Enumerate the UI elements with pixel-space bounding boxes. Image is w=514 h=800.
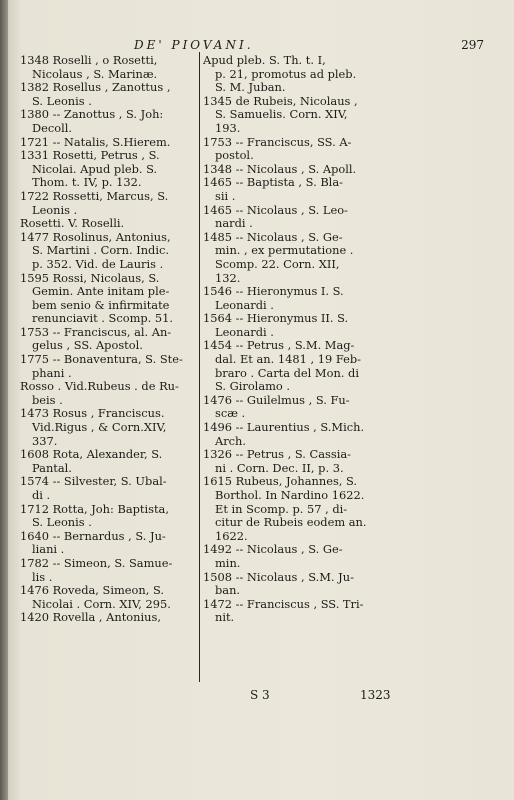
register-entry [203, 394, 388, 421]
entry-line: min. , ex permutatione . [215, 243, 354, 258]
entry-line: 1775 -- Bonaventura, S. Ste- [20, 352, 183, 367]
entry-line: ban. [215, 583, 241, 598]
entry-line: Decoll. [32, 120, 73, 135]
register-entry [20, 475, 195, 502]
register-entry [20, 530, 195, 557]
entry-line: beis . [32, 392, 63, 407]
register-entry [20, 136, 195, 150]
register-entry [203, 54, 388, 95]
entry-line: 132. [215, 270, 241, 285]
page-footer [20, 688, 502, 704]
register-entry [203, 448, 388, 475]
entry-line: di . [32, 488, 51, 502]
entry-line: gelus , SS. Apostol. [32, 338, 143, 353]
entry-line: 1615 Rubeus, Johannes, S. [203, 474, 358, 489]
entry-line: Arch. [215, 433, 247, 448]
entry-line: 1722 Rossetti, Marcus, S. [20, 188, 169, 203]
catchword: 1323 [360, 688, 391, 702]
entry-line: 1608 Rota, Alexander, S. [20, 447, 163, 462]
entry-line: bem senio & infirmitate [32, 297, 170, 312]
entry-line: 1753 -- Franciscus, SS. A- [203, 134, 352, 149]
column-divider [199, 52, 200, 682]
entry-line: S. Leonis . [32, 515, 92, 530]
entry-line: 1473 Rosus , Franciscus. [20, 406, 165, 421]
entry-line: liani . [32, 542, 65, 557]
entry-line: 1477 Rosolinus, Antonius, [20, 229, 171, 244]
entry-line: Gemin. Ante initam ple- [32, 284, 170, 299]
book-spine-shadow [0, 0, 8, 800]
entry-line: 1782 -- Simeon, S. Samue- [20, 555, 173, 570]
entry-line: Rosso . Vid.Rubeus . de Ru- [20, 379, 179, 394]
entry-line: Borthol. In Nardino 1622. [215, 488, 365, 502]
register-entry [203, 543, 388, 570]
entry-line: citur de Rubeis eodem an. [215, 515, 367, 530]
register-entry [20, 380, 195, 407]
entry-line: 1326 -- Petrus , S. Cassia- [203, 447, 352, 462]
entry-line: S. Samuelis. Corn. XIV, [215, 107, 348, 122]
register-entry [203, 231, 388, 285]
entry-line: braro . Carta del Mon. di [215, 365, 359, 380]
register-entry [203, 312, 388, 339]
register-entry [20, 448, 195, 475]
entry-line: Leonardi . [215, 297, 274, 312]
entry-line: S. Girolamo . [215, 379, 291, 394]
entry-line: postol. [215, 148, 254, 163]
register-entry [203, 339, 388, 393]
entry-line: 1345 de Rubeis, Nicolaus , [203, 93, 358, 108]
entry-line: min. [215, 555, 241, 570]
entry-line: Nicolaus , S. Marinæ. [32, 66, 158, 81]
entry-line: Leonis . [32, 202, 78, 217]
entry-line: lis . [32, 569, 53, 584]
entry-line: Nicolai . Corn. XIV, 295. [32, 596, 171, 611]
entry-line: nardi . [215, 216, 253, 231]
left-column [20, 54, 195, 625]
entry-line: S. M. Juban. [215, 80, 286, 95]
entry-line: phani . [32, 365, 72, 380]
register-entry [20, 353, 195, 380]
entry-line: Et in Scomp. p. 57 , di- [215, 501, 348, 516]
register-entry [203, 598, 388, 625]
entry-line: 1574 -- Silvester, S. Ubal- [20, 474, 167, 489]
entry-line: nit. [215, 610, 235, 625]
register-entry [20, 611, 195, 625]
entry-line: scæ . [215, 406, 246, 421]
register-entry [20, 407, 195, 448]
register-entry [20, 272, 195, 326]
entry-line: 1465 -- Baptista , S. Bla- [203, 175, 343, 190]
register-entry [203, 421, 388, 448]
entry-line: Apud pleb. S. Th. t. I, [203, 53, 326, 67]
register-entry [20, 54, 195, 81]
running-title: DE' PIOVANI. [134, 38, 254, 52]
register-entry [203, 571, 388, 598]
entry-line: 1331 Rosetti, Petrus , S. [20, 148, 160, 163]
register-entry [20, 108, 195, 135]
entry-line: Scomp. 22. Corn. XII, [215, 256, 340, 271]
running-header [24, 38, 502, 54]
entry-line: 1382 Rosellus , Zanottus , [20, 80, 171, 95]
register-entry [20, 503, 195, 530]
entry-line: 1380 -- Zanottus , S. Joh: [20, 107, 164, 122]
entry-line: Vid.Rigus , & Corn.XIV, [32, 420, 167, 435]
page-number: 297 [461, 38, 484, 52]
register-entry [20, 81, 195, 108]
register-entry [20, 217, 195, 231]
entry-line: 1496 -- Laurentius , S.Mich. [203, 420, 365, 435]
entry-line: 1721 -- Natalis, S.Hierem. [20, 134, 171, 149]
entry-line: 1454 -- Petrus , S.M. Mag- [203, 338, 355, 353]
register-entry [20, 149, 195, 190]
entry-line: ni . Corn. Dec. II, p. 3. [215, 460, 344, 475]
entry-line: 1640 -- Bernardus , S. Ju- [20, 528, 166, 543]
entry-line: Thom. t. IV, p. 132. [32, 175, 142, 190]
right-column [203, 54, 388, 625]
entry-line: 1348 -- Nicolaus , S. Apoll. [203, 161, 357, 176]
entry-line: 1564 -- Hieronymus II. S. [203, 311, 349, 326]
entry-line: Leonardi . [215, 324, 274, 339]
entry-line: 1753 -- Franciscus, al. An- [20, 324, 172, 339]
register-entry [20, 326, 195, 353]
entry-line: p. 21, promotus ad pleb. [215, 66, 357, 81]
register-entry [20, 584, 195, 611]
register-entry [20, 557, 195, 584]
entry-line: 1508 -- Nicolaus , S.M. Ju- [203, 569, 354, 584]
entry-line: Rosetti. V. Roselli. [20, 216, 125, 231]
entry-line: sii . [215, 188, 236, 203]
register-entry [203, 285, 388, 312]
entry-line: S. Martini . Corn. Indic. [32, 243, 169, 258]
register-entry [203, 95, 388, 136]
entry-line: 1476 Roveda, Simeon, S. [20, 583, 164, 598]
entry-line: 1472 -- Franciscus , SS. Tri- [203, 596, 364, 611]
register-entry [203, 176, 388, 203]
entry-line: p. 352. Vid. de Lauris . [32, 256, 164, 271]
entry-line: S. Leonis . [32, 93, 92, 108]
register-entry [20, 190, 195, 217]
register-entry [203, 163, 388, 177]
entry-line: 193. [215, 120, 241, 135]
entry-line: 1492 -- Nicolaus , S. Ge- [203, 542, 343, 557]
entry-line: 1476 -- Guilelmus , S. Fu- [203, 392, 350, 407]
entry-line: 1465 -- Nicolaus , S. Leo- [203, 202, 348, 217]
entry-line: Pantal. [32, 460, 72, 475]
entry-line: Nicolai. Apud pleb. S. [32, 161, 158, 176]
register-entry [203, 136, 388, 163]
entry-line: 1595 Rossi, Nicolaus, S. [20, 270, 160, 285]
signature-mark: S 3 [250, 688, 270, 702]
entry-line: renunciavit . Scomp. 51. [32, 311, 174, 326]
register-entry [203, 475, 388, 543]
entry-line: 1546 -- Hieronymus I. S. [203, 284, 344, 299]
entry-line: 337. [32, 433, 58, 448]
entry-line: 1420 Rovella , Antonius, [20, 610, 161, 625]
entry-line: 1485 -- Nicolaus , S. Ge- [203, 229, 343, 244]
entry-line: 1348 Roselli , o Rosetti, [20, 53, 158, 67]
entry-line: 1622. [215, 528, 248, 543]
entry-line: dal. Et an. 1481 , 19 Feb- [215, 352, 361, 367]
register-entry [20, 231, 195, 272]
register-entry [203, 204, 388, 231]
entry-line: 1712 Rotta, Joh: Baptista, [20, 501, 169, 516]
